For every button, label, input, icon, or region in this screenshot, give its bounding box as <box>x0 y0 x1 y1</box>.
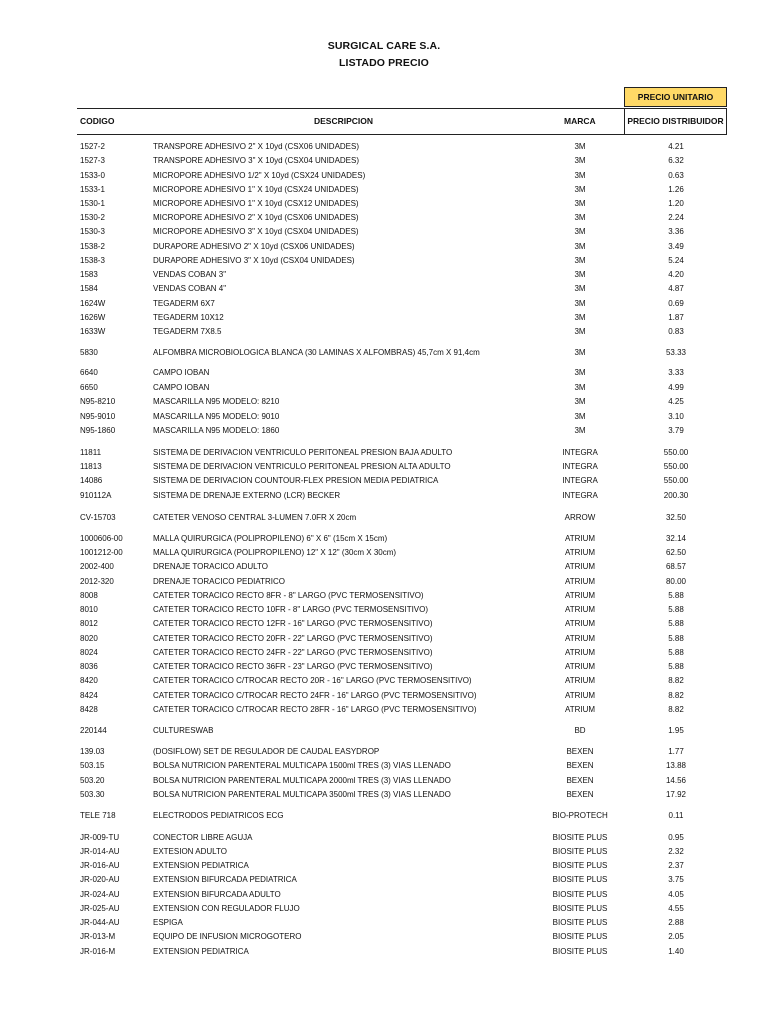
cell-code: JR-014-AU <box>80 847 120 856</box>
cell-price: 4.05 <box>668 890 684 899</box>
cell-code: 1001212-00 <box>80 548 123 557</box>
document-subtitle: LISTADO PRECIO <box>339 57 429 69</box>
cell-description: MASCARILLA N95 MODELO: 8210 <box>153 397 280 406</box>
cell-brand: 3M <box>574 242 586 251</box>
cell-brand: ATRIUM <box>564 662 596 671</box>
table-row <box>0 410 768 423</box>
cell-code: 1583 <box>80 270 98 279</box>
cell-brand: 3M <box>574 383 586 392</box>
cell-brand: INTEGRA <box>562 491 598 500</box>
cell-brand: ATRIUM <box>564 634 596 643</box>
cell-description: CATETER TORACICO C/TROCAR RECTO 28FR - 16" LARGO (PVC TERMOSENSITIVO) <box>153 705 477 714</box>
cell-description: CATETER VENOSO CENTRAL 3-LUMEN 7.0FR X 20cm <box>153 513 357 522</box>
cell-code: JR-044-AU <box>80 918 120 927</box>
cell-code: 8024 <box>80 648 98 657</box>
cell-price: 5.88 <box>668 634 684 643</box>
cell-description: MICROPORE ADHESIVO 1" X 10yd (CSX24 UNIDADES) <box>153 185 359 194</box>
cell-brand: ATRIUM <box>564 705 596 714</box>
table-row <box>0 724 768 737</box>
cell-brand: ATRIUM <box>564 691 596 700</box>
table-row <box>0 774 768 787</box>
cell-brand: BIOSITE PLUS <box>552 904 608 913</box>
cell-description: TEGADERM 6X7 <box>153 299 215 308</box>
table-row <box>0 745 768 758</box>
cell-price: 4.20 <box>668 270 684 279</box>
table-row <box>0 211 768 224</box>
cell-description: VENDAS COBAN 3" <box>153 270 227 279</box>
cell-code: 1530-2 <box>80 213 105 222</box>
cell-price: 3.75 <box>668 875 684 884</box>
table-row <box>0 474 768 487</box>
table-row <box>0 424 768 437</box>
cell-description: EXTESION ADULTO <box>153 847 227 856</box>
cell-price: 4.21 <box>668 142 684 151</box>
table-row <box>0 532 768 545</box>
cell-price: 0.83 <box>668 327 684 336</box>
cell-code: 1527-2 <box>80 142 105 151</box>
cell-price: 0.11 <box>668 811 684 820</box>
cell-brand: 3M <box>574 313 586 322</box>
cell-price: 62.50 <box>665 548 687 557</box>
cell-price: 17.92 <box>665 790 687 799</box>
cell-description: SISTEMA DE DERIVACION COUNTOUR-FLEX PRESION MEDIA PEDIATRICA <box>153 476 439 485</box>
cell-description: CATETER TORACICO RECTO 20FR - 22" LARGO (PVC TERMOSENSITIVO) <box>153 634 433 643</box>
cell-description: (DOSIFLOW) SET DE REGULADOR DE CAUDAL EASYDROP <box>153 747 380 756</box>
table-row <box>0 240 768 253</box>
cell-code: 8020 <box>80 634 98 643</box>
table-row <box>0 873 768 886</box>
cell-brand: 3M <box>574 284 586 293</box>
table-row <box>0 254 768 267</box>
cell-price: 68.57 <box>665 562 687 571</box>
table-row <box>0 460 768 473</box>
cell-description: CAMPO IOBAN <box>153 383 210 392</box>
table-row <box>0 632 768 645</box>
cell-price: 8.82 <box>668 676 684 685</box>
column-header-row <box>77 108 727 135</box>
cell-code: N95-8210 <box>80 397 116 406</box>
cell-code: 14086 <box>80 476 103 485</box>
cell-price: 1.26 <box>668 185 684 194</box>
cell-price: 32.50 <box>665 513 687 522</box>
cell-brand: 3M <box>574 299 586 308</box>
table-row <box>0 859 768 872</box>
cell-description: EXTENSION PEDIATRICA <box>153 947 249 956</box>
table-row <box>0 311 768 324</box>
cell-brand: 3M <box>574 256 586 265</box>
cell-brand: 3M <box>574 199 586 208</box>
cell-code: 5830 <box>80 348 98 357</box>
table-row <box>0 366 768 379</box>
cell-code: 6650 <box>80 383 98 392</box>
cell-code: 220144 <box>80 726 107 735</box>
cell-brand: BEXEN <box>566 776 594 785</box>
cell-price: 53.33 <box>665 348 687 357</box>
cell-price: 4.55 <box>668 904 684 913</box>
cell-code: 1538-2 <box>80 242 105 251</box>
cell-brand: ATRIUM <box>564 534 596 543</box>
table-row <box>0 169 768 182</box>
cell-code: 8012 <box>80 619 98 628</box>
cell-description: EXTENSION BIFURCADA PEDIATRICA <box>153 875 297 884</box>
cell-brand: 3M <box>574 142 586 151</box>
cell-description: BOLSA NUTRICION PARENTERAL MULTICAPA 1500ml TRES (3) VIAS LLENADO <box>153 761 451 770</box>
cell-code: JR-016-M <box>80 947 116 956</box>
column-header-description: DESCRIPCION <box>314 116 374 126</box>
cell-brand: BIO-PROTECH <box>552 811 608 820</box>
table-row <box>0 617 768 630</box>
cell-code: 8008 <box>80 591 98 600</box>
cell-brand: 3M <box>574 368 586 377</box>
cell-price: 5.24 <box>668 256 684 265</box>
table-row <box>0 902 768 915</box>
cell-description: CATETER TORACICO C/TROCAR RECTO 20R - 16" LARGO (PVC TERMOSENSITIVO) <box>153 676 472 685</box>
cell-brand: BIOSITE PLUS <box>552 890 608 899</box>
cell-price: 4.25 <box>668 397 684 406</box>
table-row <box>0 831 768 844</box>
cell-description: DRENAJE TORACICO PEDIATRICO <box>153 577 286 586</box>
table-row <box>0 703 768 716</box>
cell-price: 1.40 <box>668 947 684 956</box>
cell-description: CATETER TORACICO RECTO 24FR - 22" LARGO (PVC TERMOSENSITIVO) <box>153 648 433 657</box>
cell-price: 8.82 <box>668 705 684 714</box>
cell-brand: BIOSITE PLUS <box>552 833 608 842</box>
cell-brand: 3M <box>574 397 586 406</box>
cell-code: JR-025-AU <box>80 904 120 913</box>
cell-description: ELECTRODOS PEDIATRICOS ECG <box>153 811 284 820</box>
table-row <box>0 446 768 459</box>
cell-price: 200.30 <box>663 491 689 500</box>
cell-description: MICROPORE ADHESIVO 1" X 10yd (CSX12 UNIDADES) <box>153 199 359 208</box>
cell-price: 14.56 <box>665 776 687 785</box>
table-row <box>0 489 768 502</box>
cell-description: VENDAS COBAN 4" <box>153 284 227 293</box>
cell-description: MALLA QUIRURGICA (POLIPROPILENO) 6" X 6" (15cm X 15cm) <box>153 534 388 543</box>
cell-code: 910112A <box>80 491 112 500</box>
cell-description: SISTEMA DE DRENAJE EXTERNO (LCR) BECKER <box>153 491 341 500</box>
cell-description: MASCARILLA N95 MODELO: 1860 <box>153 426 280 435</box>
cell-brand: ARROW <box>564 513 596 522</box>
cell-description: BOLSA NUTRICION PARENTERAL MULTICAPA 3500ml TRES (3) VIAS LLENADO <box>153 790 451 799</box>
cell-brand: INTEGRA <box>562 476 598 485</box>
cell-brand: BIOSITE PLUS <box>552 947 608 956</box>
cell-code: 11813 <box>80 462 102 471</box>
cell-price: 5.88 <box>668 605 684 614</box>
column-header-brand: MARCA <box>564 116 596 126</box>
cell-code: 1527-3 <box>80 156 105 165</box>
cell-price: 550.00 <box>663 462 689 471</box>
table-row <box>0 689 768 702</box>
cell-code: 1633W <box>80 327 106 336</box>
cell-brand: INTEGRA <box>562 448 598 457</box>
cell-code: 2002-400 <box>80 562 114 571</box>
cell-price: 3.10 <box>668 412 684 421</box>
cell-price: 5.88 <box>668 591 684 600</box>
table-row <box>0 845 768 858</box>
cell-brand: BEXEN <box>566 761 594 770</box>
cell-brand: BEXEN <box>566 790 594 799</box>
cell-code: 1530-3 <box>80 227 105 236</box>
cell-brand: 3M <box>574 185 586 194</box>
cell-price: 5.88 <box>668 619 684 628</box>
cell-brand: ATRIUM <box>564 591 596 600</box>
cell-price: 0.63 <box>668 171 684 180</box>
cell-price: 32.14 <box>665 534 687 543</box>
table-row <box>0 788 768 801</box>
cell-code: 1538-3 <box>80 256 105 265</box>
cell-price: 1.87 <box>668 313 684 322</box>
cell-brand: 3M <box>574 426 586 435</box>
column-header-code: CODIGO <box>80 116 115 126</box>
cell-description: CAMPO IOBAN <box>153 368 210 377</box>
cell-price: 2.32 <box>668 847 684 856</box>
cell-brand: BIOSITE PLUS <box>552 861 608 870</box>
table-row <box>0 511 768 524</box>
cell-description: EXTENSION BIFURCADA ADULTO <box>153 890 281 899</box>
cell-code: N95-9010 <box>80 412 116 421</box>
cell-description: CATETER TORACICO RECTO 36FR - 23" LARGO (PVC TERMOSENSITIVO) <box>153 662 433 671</box>
cell-price: 4.99 <box>668 383 684 392</box>
table-row <box>0 945 768 958</box>
cell-description: SISTEMA DE DERIVACION VENTRICULO PERITONEAL PRESION BAJA ADULTO <box>153 448 453 457</box>
cell-brand: 3M <box>574 327 586 336</box>
cell-code: JR-016-AU <box>80 861 120 870</box>
cell-code: 8420 <box>80 676 98 685</box>
cell-code: 6640 <box>80 368 98 377</box>
cell-price: 13.88 <box>665 761 687 770</box>
cell-code: 139.03 <box>80 747 105 756</box>
cell-code: JR-009-TU <box>80 833 120 842</box>
cell-brand: ATRIUM <box>564 562 596 571</box>
cell-price: 3.79 <box>668 426 684 435</box>
cell-description: EXTENSION PEDIATRICA <box>153 861 249 870</box>
table-row <box>0 183 768 196</box>
cell-code: 1000606-00 <box>80 534 123 543</box>
cell-description: TRANSPORE ADHESIVO 2" X 10yd (CSX06 UNIDADES) <box>153 142 360 151</box>
cell-code: JR-013-M <box>80 932 116 941</box>
table-row <box>0 809 768 822</box>
cell-brand: ATRIUM <box>564 619 596 628</box>
company-title: SURGICAL CARE S.A. <box>327 40 441 52</box>
cell-price: 1.77 <box>668 747 684 756</box>
cell-code: TELE 718 <box>80 811 116 820</box>
cell-description: MICROPORE ADHESIVO 1/2" X 10yd (CSX24 UNIDADES) <box>153 171 366 180</box>
cell-brand: BIOSITE PLUS <box>552 875 608 884</box>
table-row <box>0 381 768 394</box>
cell-code: 503.30 <box>80 790 105 799</box>
cell-brand: BIOSITE PLUS <box>552 932 608 941</box>
cell-code: JR-024-AU <box>80 890 120 899</box>
table-row <box>0 154 768 167</box>
cell-code: 11811 <box>80 448 102 457</box>
cell-description: EQUIPO DE INFUSION MICROGOTERO <box>153 932 302 941</box>
cell-code: N95-1860 <box>80 426 116 435</box>
cell-price: 2.37 <box>668 861 684 870</box>
column-header-price: PRECIO DISTRIBUIDOR <box>624 108 727 135</box>
cell-price: 1.20 <box>668 199 684 208</box>
cell-price: 550.00 <box>663 448 689 457</box>
cell-price: 3.49 <box>668 242 684 251</box>
cell-brand: INTEGRA <box>562 462 598 471</box>
table-row <box>0 759 768 772</box>
table-row <box>0 297 768 310</box>
cell-price: 80.00 <box>665 577 687 586</box>
cell-description: MICROPORE ADHESIVO 3" X 10yd (CSX04 UNIDADES) <box>153 227 359 236</box>
cell-code: 8428 <box>80 705 98 714</box>
cell-code: 503.20 <box>80 776 105 785</box>
table-row <box>0 268 768 281</box>
cell-description: CATETER TORACICO C/TROCAR RECTO 24FR - 16" LARGO (PVC TERMOSENSITIVO) <box>153 691 477 700</box>
cell-price: 0.95 <box>668 833 684 842</box>
table-row <box>0 197 768 210</box>
cell-price: 6.32 <box>668 156 684 165</box>
cell-description: CATETER TORACICO RECTO 8FR - 8" LARGO (PVC TERMOSENSITIVO) <box>153 591 424 600</box>
cell-code: 503.15 <box>80 761 105 770</box>
cell-description: TRANSPORE ADHESIVO 3" X 10yd (CSX04 UNIDADES) <box>153 156 360 165</box>
table-row <box>0 325 768 338</box>
cell-description: BOLSA NUTRICION PARENTERAL MULTICAPA 2000ml TRES (3) VIAS LLENADO <box>153 776 451 785</box>
cell-price: 2.05 <box>668 932 684 941</box>
cell-code: 1533-1 <box>80 185 105 194</box>
cell-brand: 3M <box>574 213 586 222</box>
cell-price: 2.88 <box>668 918 684 927</box>
cell-brand: 3M <box>574 171 586 180</box>
table-row <box>0 888 768 901</box>
cell-brand: 3M <box>574 412 586 421</box>
cell-code: 8424 <box>80 691 98 700</box>
cell-brand: ATRIUM <box>564 648 596 657</box>
cell-code: 1530-1 <box>80 199 105 208</box>
table-row <box>0 346 768 359</box>
cell-code: JR-020-AU <box>80 875 120 884</box>
cell-description: MASCARILLA N95 MODELO: 9010 <box>153 412 280 421</box>
cell-price: 8.82 <box>668 691 684 700</box>
cell-code: CV-15703 <box>80 513 116 522</box>
cell-brand: BIOSITE PLUS <box>552 918 608 927</box>
table-row <box>0 603 768 616</box>
cell-price: 5.88 <box>668 648 684 657</box>
cell-price: 1.95 <box>668 726 684 735</box>
cell-brand: 3M <box>574 156 586 165</box>
cell-description: TEGADERM 10X12 <box>153 313 224 322</box>
price-group-header: PRECIO UNITARIO <box>624 87 727 107</box>
cell-price: 0.69 <box>668 299 684 308</box>
table-row <box>0 916 768 929</box>
cell-brand: ATRIUM <box>564 577 596 586</box>
cell-brand: 3M <box>574 348 586 357</box>
cell-price: 3.36 <box>668 227 684 236</box>
cell-price: 4.87 <box>668 284 684 293</box>
cell-description: MALLA QUIRURGICA (POLIPROPILENO) 12" X 12" (30cm X 30cm) <box>153 548 397 557</box>
table-row <box>0 930 768 943</box>
table-row <box>0 674 768 687</box>
cell-code: 1584 <box>80 284 98 293</box>
cell-brand: BIOSITE PLUS <box>552 847 608 856</box>
cell-description: DURAPORE ADHESIVO 3" X 10yd (CSX04 UNIDADES) <box>153 256 355 265</box>
table-row <box>0 282 768 295</box>
cell-description: SISTEMA DE DERIVACION VENTRICULO PERITONEAL PRESION ALTA ADULTO <box>153 462 451 471</box>
table-row <box>0 546 768 559</box>
cell-description: CULTURESWAB <box>153 726 214 735</box>
table-row <box>0 575 768 588</box>
cell-brand: ATRIUM <box>564 548 596 557</box>
cell-code: 1626W <box>80 313 106 322</box>
table-row <box>0 589 768 602</box>
cell-description: EXTENSION CON REGULADOR FLUJO <box>153 904 300 913</box>
cell-code: 8036 <box>80 662 98 671</box>
cell-description: CATETER TORACICO RECTO 12FR - 16" LARGO (PVC TERMOSENSITIVO) <box>153 619 433 628</box>
cell-price: 5.88 <box>668 662 684 671</box>
table-row <box>0 646 768 659</box>
cell-code: 8010 <box>80 605 98 614</box>
cell-description: DRENAJE TORACICO ADULTO <box>153 562 268 571</box>
cell-code: 1624W <box>80 299 106 308</box>
cell-description: TEGADERM 7X8.5 <box>153 327 222 336</box>
cell-description: ALFOMBRA MICROBIOLOGICA BLANCA (30 LAMINAS X ALFOMBRAS) 45,7cm X 91,4cm <box>153 348 480 357</box>
table-row <box>0 660 768 673</box>
table-row <box>0 395 768 408</box>
cell-brand: ATRIUM <box>564 676 596 685</box>
cell-brand: BD <box>574 726 586 735</box>
cell-description: CATETER TORACICO RECTO 10FR - 8" LARGO (PVC TERMOSENSITIVO) <box>153 605 429 614</box>
cell-description: ESPIGA <box>153 918 183 927</box>
cell-brand: 3M <box>574 270 586 279</box>
cell-description: MICROPORE ADHESIVO 2" X 10yd (CSX06 UNIDADES) <box>153 213 359 222</box>
cell-code: 1533-0 <box>80 171 105 180</box>
cell-brand: 3M <box>574 227 586 236</box>
cell-code: 2012-320 <box>80 577 114 586</box>
cell-price: 2.24 <box>668 213 684 222</box>
table-row <box>0 225 768 238</box>
table-row <box>0 560 768 573</box>
cell-brand: BEXEN <box>566 747 594 756</box>
cell-description: DURAPORE ADHESIVO 2" X 10yd (CSX06 UNIDADES) <box>153 242 355 251</box>
cell-brand: ATRIUM <box>564 605 596 614</box>
cell-price: 550.00 <box>663 476 689 485</box>
cell-price: 3.33 <box>668 368 684 377</box>
cell-description: CONECTOR LIBRE AGUJA <box>153 833 253 842</box>
table-row <box>0 140 768 153</box>
